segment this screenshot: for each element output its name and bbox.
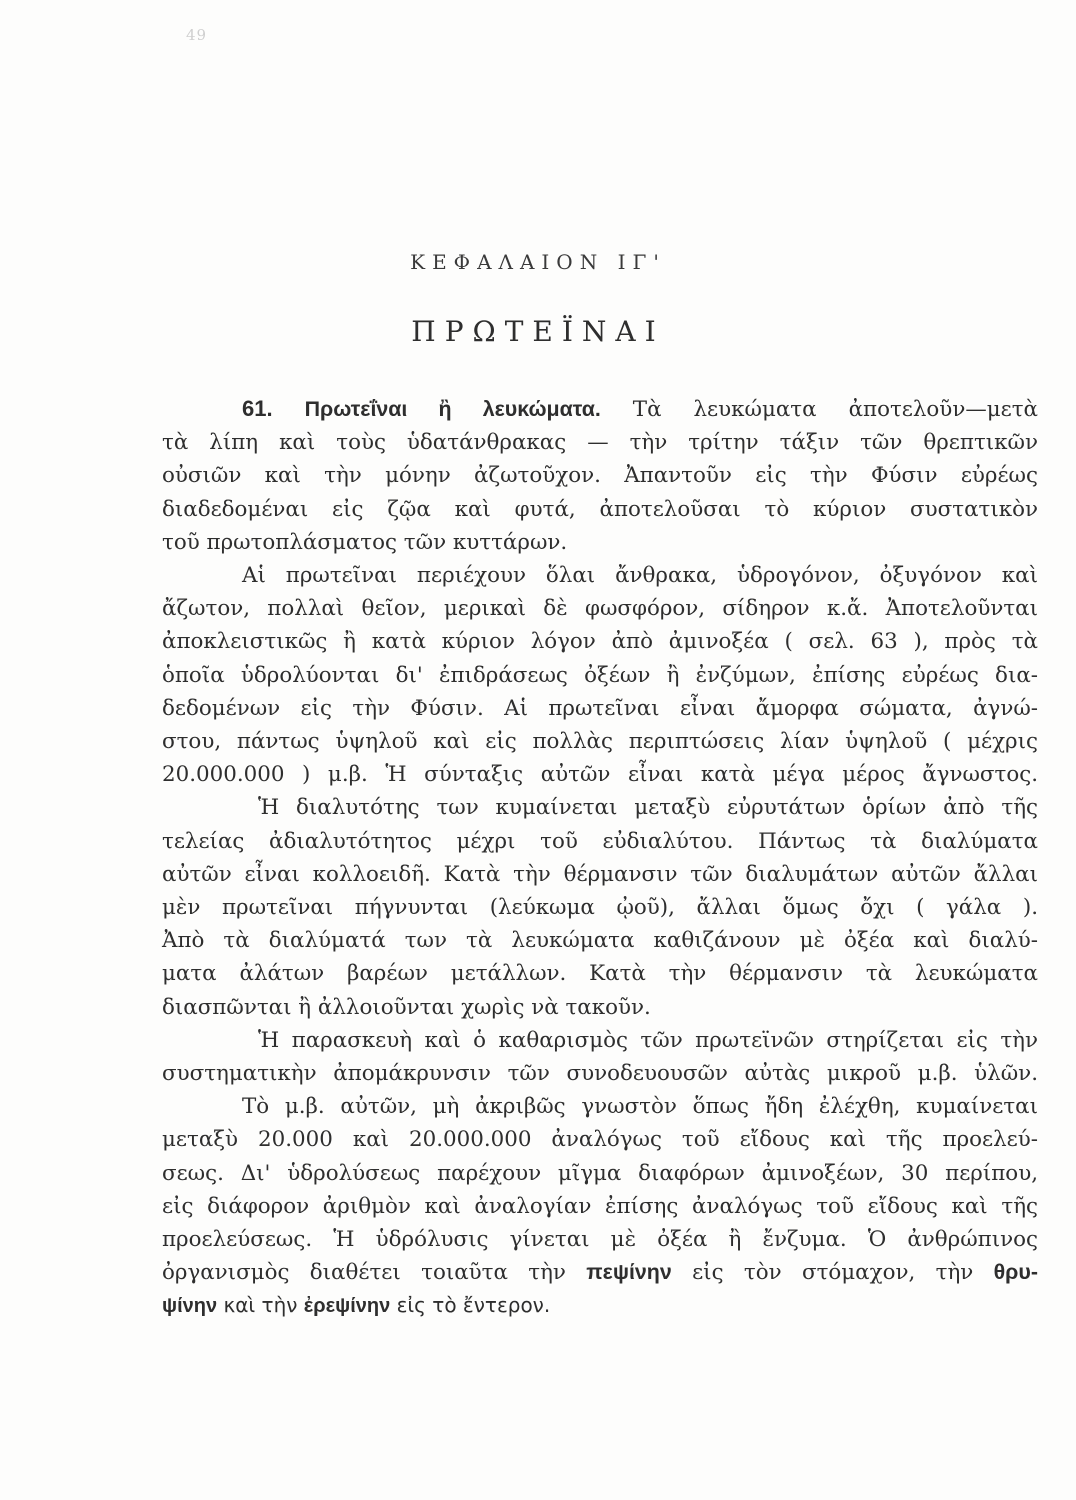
text-line: 20.000.000 ) μ.β. Ἡ σύνταξις αὐτῶν εἶναι κατὰ μέγα μέρος ἄγνωστος. (162, 762, 1038, 788)
term-trypsin-part: θρυ- (993, 1260, 1038, 1285)
text-line: δεδομένων εἰς τὴν Φύσιν. Αἱ πρωτεῖναι εἶναι ἄμορφα σώματα, ἀγνώ- (162, 695, 1038, 721)
text-line: συστηματικὴν ἀπομάκρυνσιν τῶν συνοδευουσῶν αὐτὰς μικροῦ μ.β. ὑλῶν. (162, 1061, 1038, 1087)
text-line: τελείας ἀδιαλυτότητος μέχρι τοῦ εὐδιαλύτου. Πάντως τὰ διαλύματα (162, 828, 1038, 854)
section-number: 61. (242, 396, 273, 421)
text-line: στου, πάντως ὑψηλοῦ καὶ εἰς πολλὰς περιπτώσεις λίαν ὑψηλοῦ ( μέχρις (162, 729, 1038, 755)
body-text (162, 392, 1038, 1324)
text-line: διαδεδομέναι εἰς ζῷα καὶ φυτά, ἀποτελοῦσαι τὸ κύριον συστατικὸν (162, 496, 1038, 522)
paragraph-2 (162, 559, 1038, 791)
text-line: αὐτῶν εἶναι κολλοειδῆ. Κατὰ τὴν θέρμανσιν τῶν διαλυμάτων αὐτῶν ἄλλαι (162, 861, 1038, 887)
text-line: Ἡ παρασκευὴ καὶ ὁ καθαρισμὸς τῶν πρωτεϊνῶν στηρίζεται εἰς τὴν (258, 1027, 1038, 1053)
text-line: Αἱ πρωτεῖναι περιέχουν ὅλαι ἄνθρακα, ὑδρογόνον, ὀξυγόνον καὶ (242, 563, 1038, 589)
text-line: μὲν πρωτεῖναι πήγνυνται (λεύκωμα ᾠοῦ), ἄλλαι ὅμως ὄχι ( γάλα ). (162, 895, 1038, 921)
text-line: οὐσιῶν καὶ τὴν μόνην ἀζωτοῦχον. Ἀπαντοῦν εἰς τὴν Φύσιν εὐρέως (162, 463, 1038, 489)
text-line (162, 1289, 1038, 1323)
text-line: σεως. Δι' ὑδρολύσεως παρέχουν μῖγμα διαφόρων ἀμινοξέων, 30 περίπου, (162, 1160, 1038, 1186)
text-line: Ἀπὸ τὰ διαλύματά των τὰ λευκώματα καθιζάνουν μὲ ὀξέα καὶ διαλύ- (162, 928, 1038, 954)
page-number: 49 (186, 26, 208, 44)
text-line: προελεύσεως. Ἡ ὑδρόλυσις γίνεται μὲ ὀξέα ἢ ἔνζυμα. Ὁ ἀνθρώπινος (162, 1227, 1038, 1253)
text-line: Ἡ διαλυτότης των κυμαίνεται μεταξὺ εὐρυτάτων ὁρίων ἀπὸ τῆς (258, 795, 1038, 821)
text-line: εἰς διάφορον ἀριθμὸν καὶ ἀναλογίαν ἐπίσης ἀναλόγως τοῦ εἴδους καὶ τῆς (162, 1193, 1038, 1219)
text-line: τὰ λίπη καὶ τοὺς ὑδατάνθρακας — τὴν τρίτην τάξιν τῶν θρεπτικῶν (162, 430, 1038, 456)
paragraph-5 (162, 1090, 1038, 1323)
text-span: εἰς τὸ ἔντερον. (390, 1293, 551, 1318)
text-line: ματα ἀλάτων βαρέων μετάλλων. Κατὰ τὴν θέρμανσιν τὰ λευκώματα (162, 961, 1038, 987)
section-heading: Πρωτεΐναι ἢ λευκώματα. (304, 397, 601, 421)
chapter-heading: ΚΕΦΑΛΑΙΟΝ ΙΓ' (410, 250, 666, 274)
text-span: καὶ τὴν (217, 1293, 304, 1318)
text-line: ἄζωτον, πολλαὶ θεῖον, μερικαὶ δὲ φωσφόρον, σίδηρον κ.ἄ. Ἀποτελοῦνται (162, 596, 1038, 622)
text-line: ὁποῖα ὑδρολύονται δι' ἐπιδράσεως ὀξέων ἢ ἐνζύμων, ἐπίσης εὐρέως δια- (162, 662, 1038, 688)
text-line (162, 392, 1038, 426)
text-span: ὀργανισμὸς διαθέτει τοιαῦτα τὴν (162, 1260, 587, 1286)
text-line: ἀποκλειστικῶς ἢ κατὰ κύριον λόγον ἀπὸ ἀμινοξέα ( σελ. 63 ), πρὸς τὰ (162, 629, 1038, 655)
term-trypsin-end: ψίνην (162, 1295, 218, 1318)
paragraph-1 (162, 392, 1038, 559)
text-line: τοῦ πρωτοπλάσματος τῶν κυττάρων. (162, 529, 568, 555)
text-line: διασπῶνται ἢ ἀλλοιοῦνται χωρὶς νὰ τακοῦν. (162, 994, 651, 1020)
term-erepsin: ἐρεψίνην (303, 1295, 391, 1318)
text-line (162, 1256, 1038, 1289)
chapter-title: ΠΡΩΤΕΪΝΑΙ (411, 315, 665, 348)
text-line: Τὸ μ.β. αὐτῶν, μὴ ἀκριβῶς γνωστὸν ὅπως ἤδη ἐλέχθη, κυμαίνεται (242, 1094, 1038, 1120)
text-line: μεταξὺ 20.000 καὶ 20.000.000 ἀναλόγως τοῦ εἴδους καὶ τῆς προελεύ- (162, 1127, 1038, 1153)
text-span: εἰς τὸν στόμαχον, τὴν (671, 1260, 994, 1286)
paragraph-4 (162, 1024, 1038, 1090)
term-pepsin: πεψίνην (586, 1260, 672, 1285)
paragraph-3 (162, 791, 1038, 1023)
text-span: Τὰ λευκώματα ἀποτελοῦν—μετὰ (632, 397, 1038, 422)
